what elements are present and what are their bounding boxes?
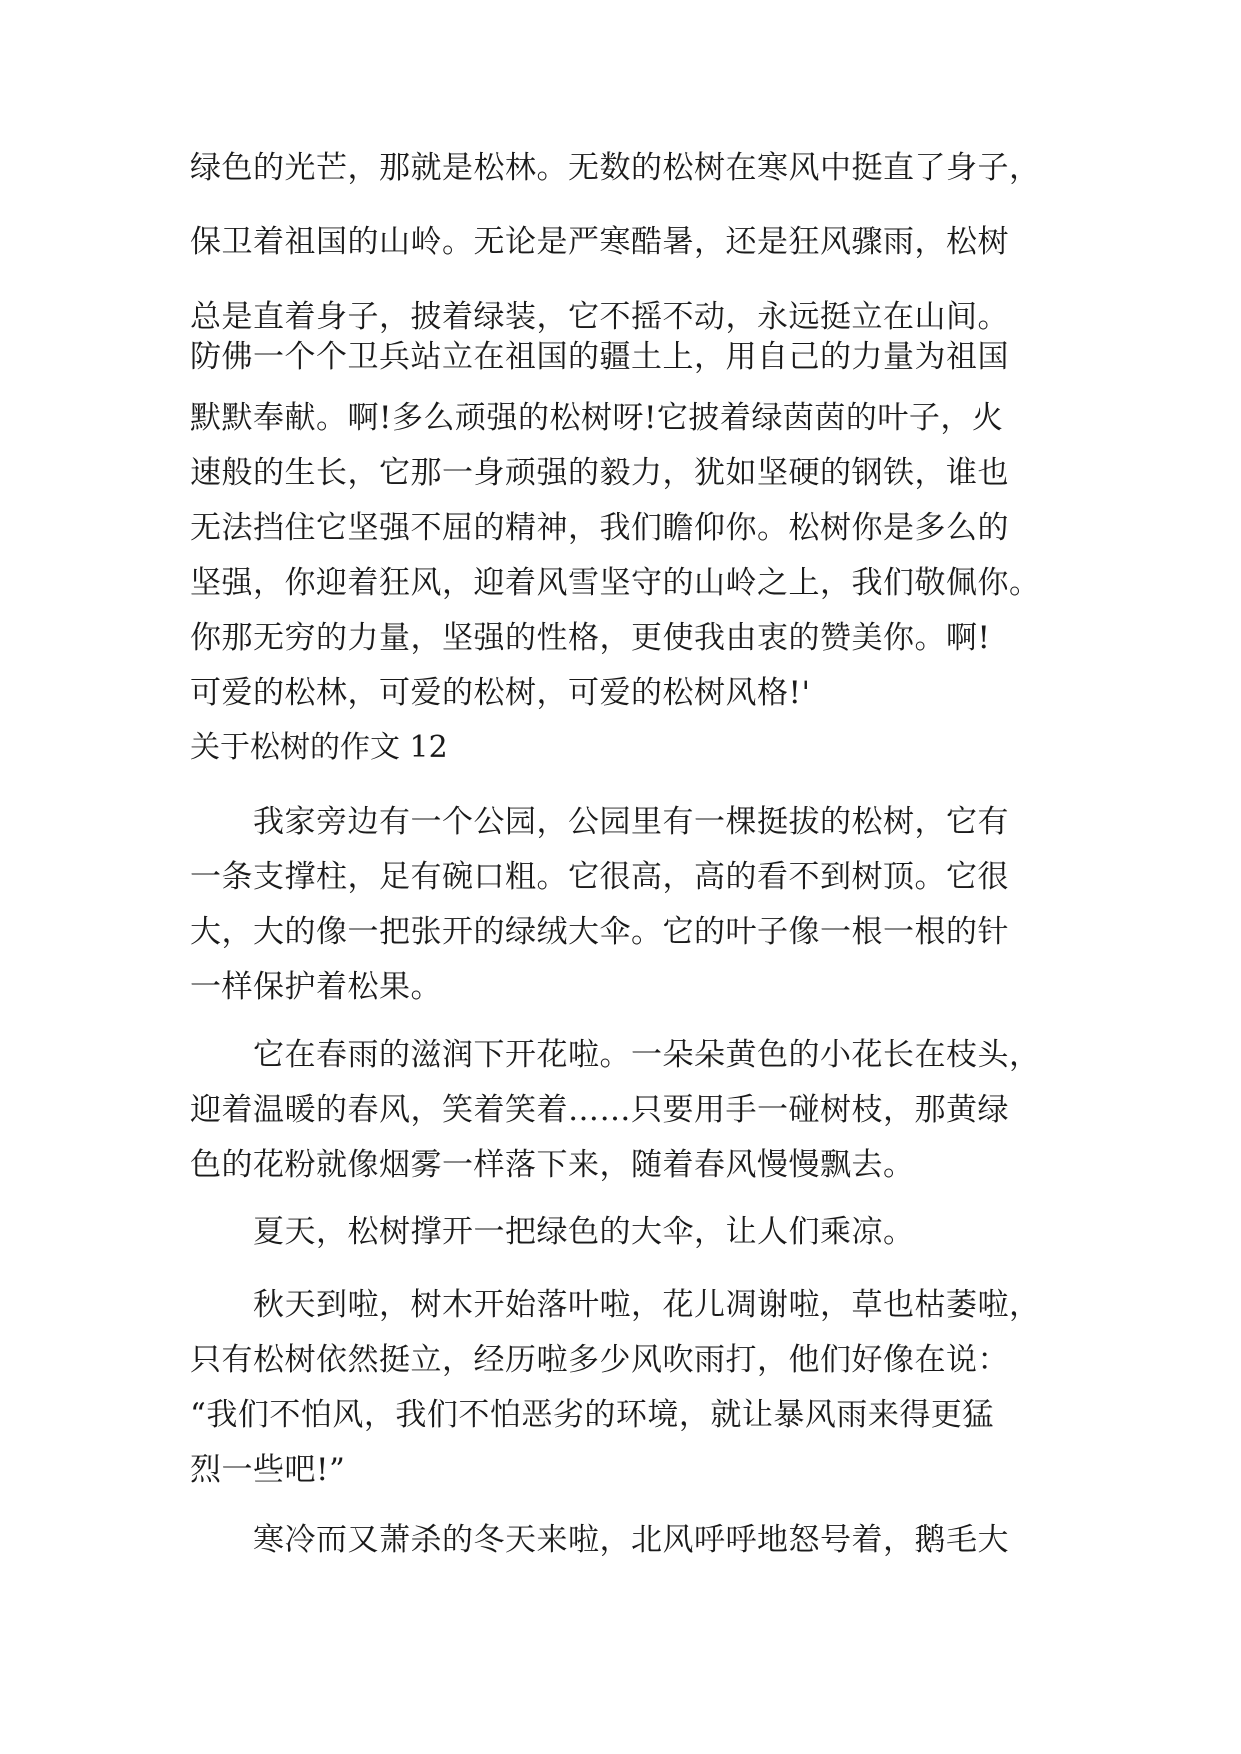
section-heading: 关于松树的作文 12 bbox=[190, 730, 448, 765]
text-line: 我家旁边有一个公园，公园里有一棵挺拔的松树，它有 bbox=[190, 804, 1009, 840]
text-line: 坚强，你迎着狂风，迎着风雪坚守的山岭之上，我们敬佩你。 bbox=[190, 565, 1041, 601]
text-line: 大，大的像一把张开的绿绒大伞。它的叶子像一根一根的针 bbox=[190, 914, 1009, 950]
text-line: 无法挡住它坚强不屈的精神，我们瞻仰你。松树你是多么的 bbox=[190, 510, 1009, 546]
text-line: 一条支撑柱，足有碗口粗。它很高，高的看不到树顶。它很 bbox=[190, 859, 1009, 895]
text-line: 防佛一个个卫兵站立在祖国的疆土上，用自己的力量为祖国 bbox=[190, 339, 1009, 375]
text-line: 它在春雨的滋润下开花啦。一朵朵黄色的小花长在枝头， bbox=[190, 1037, 1041, 1073]
text-line: 默默奉献。啊!多么顽强的松树呀!它披着绿茵茵的叶子，火 bbox=[190, 400, 1004, 436]
text-line: 速般的生长，它那一身顽强的毅力，犹如坚硬的钢铁，谁也 bbox=[190, 455, 1009, 491]
text-line: 绿色的光芒，那就是松林。无数的松树在寒风中挺直了身子， bbox=[190, 150, 1041, 186]
text-line: 秋天到啦，树木开始落叶啦，花儿凋谢啦，草也枯萎啦， bbox=[190, 1287, 1041, 1323]
text-line: 一样保护着松果。 bbox=[190, 969, 442, 1005]
text-line: 你那无穷的力量，坚强的性格，更使我由衷的赞美你。啊! bbox=[190, 620, 991, 656]
text-line: 可爱的松林，可爱的松树，可爱的松树风格!' bbox=[190, 675, 811, 711]
text-line: 总是直着身子，披着绿装，它不摇不动，永远挺立在山间。 bbox=[190, 299, 1009, 335]
text-line: 色的花粉就像烟雾一样落下来，随着春风慢慢飘去。 bbox=[190, 1147, 915, 1183]
text-line: 烈一些吧!” bbox=[190, 1452, 346, 1488]
text-line: 夏天，松树撑开一把绿色的大伞，让人们乘凉。 bbox=[190, 1214, 915, 1250]
text-line: 寒冷而又萧杀的冬天来啦，北风呼呼地怒号着，鹅毛大 bbox=[190, 1522, 1009, 1558]
text-line: 保卫着祖国的山岭。无论是严寒酷暑，还是狂风骤雨，松树 bbox=[190, 224, 1009, 260]
text-line: 只有松树依然挺立，经历啦多少风吹雨打，他们好像在说： bbox=[190, 1342, 1009, 1378]
text-line: “我们不怕风，我们不怕恶劣的环境，就让暴风雨来得更猛 bbox=[190, 1397, 994, 1433]
text-line: 迎着温暖的春风，笑着笑着……只要用手一碰树枝，那黄绿 bbox=[190, 1092, 1009, 1128]
